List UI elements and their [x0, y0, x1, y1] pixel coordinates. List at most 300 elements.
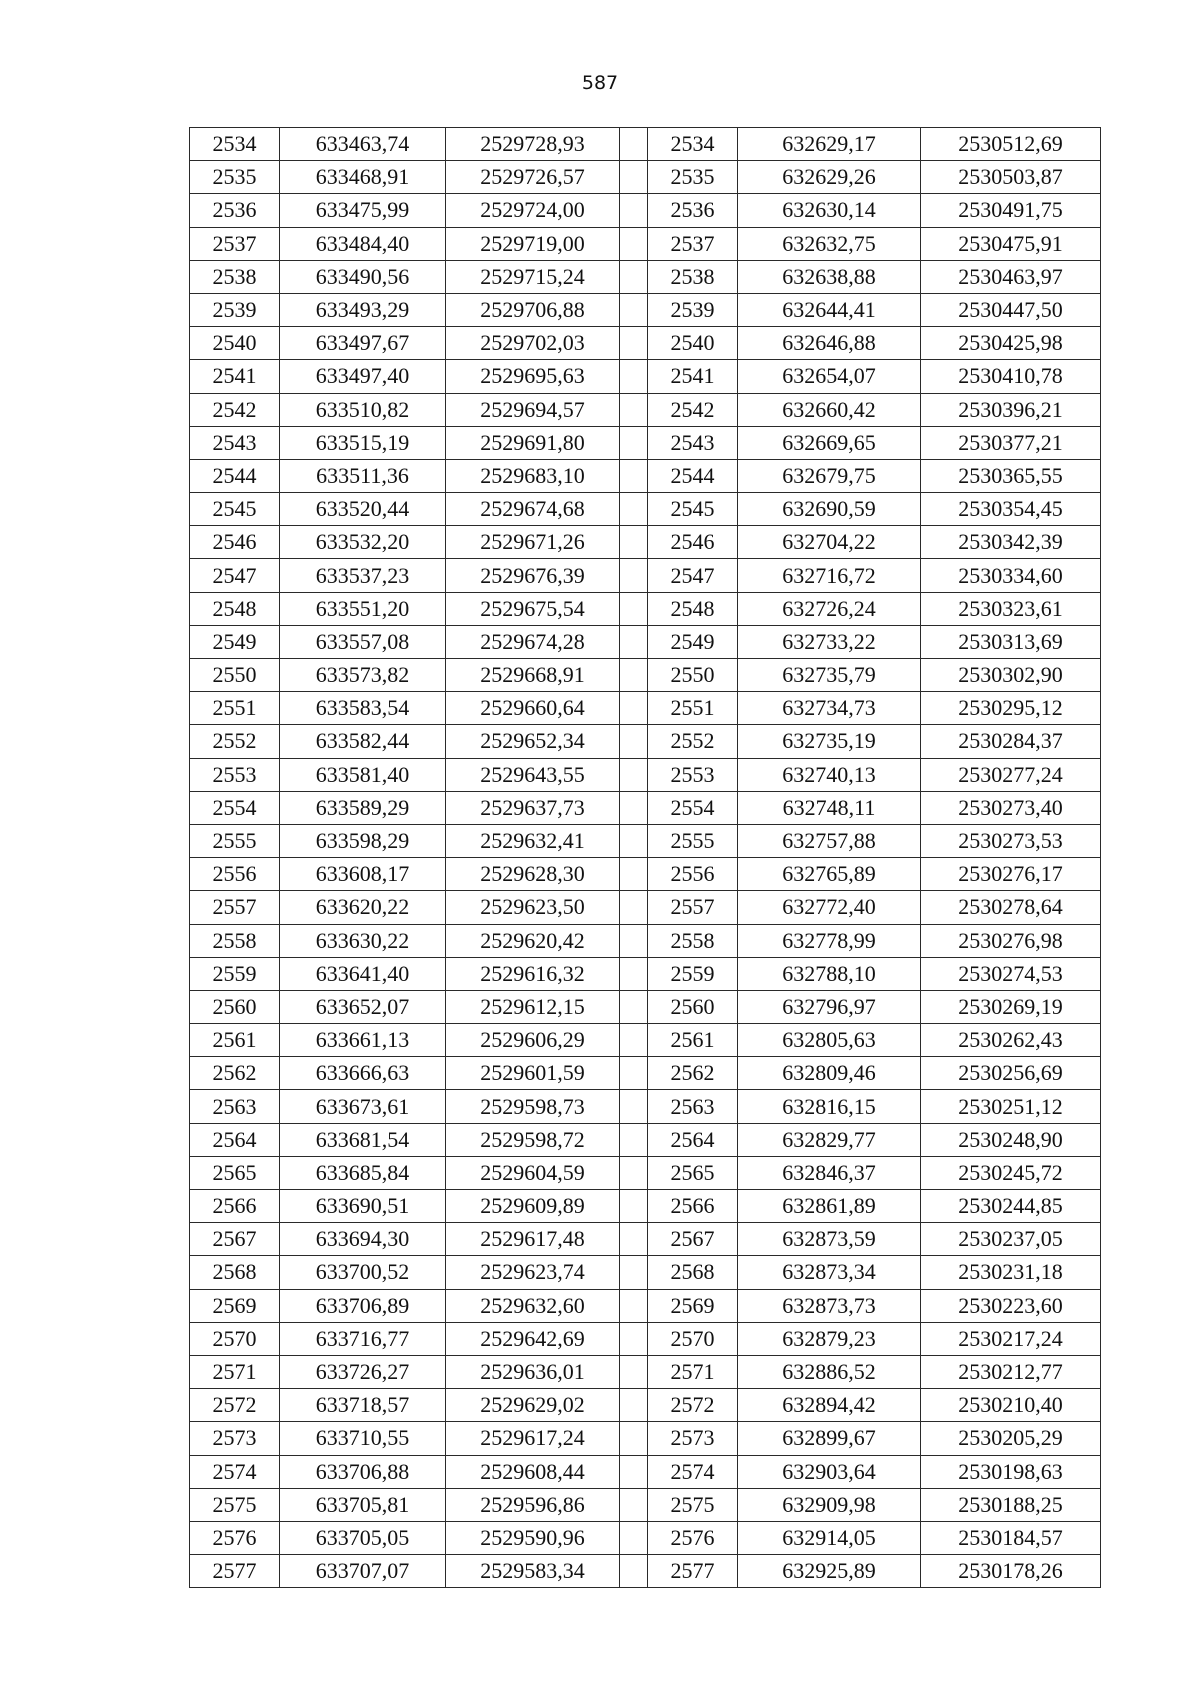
- y-coordinate-right-cell: 2530273,53: [921, 824, 1101, 857]
- y-coordinate-left-cell: 2529598,73: [446, 1090, 620, 1123]
- separator-cell: [620, 393, 648, 426]
- x-coordinate-right-cell: 632632,75: [738, 227, 921, 260]
- x-coordinate-left-cell: 633718,57: [280, 1389, 446, 1422]
- point-number-right-cell: 2543: [648, 426, 738, 459]
- y-coordinate-left-cell: 2529632,41: [446, 824, 620, 857]
- point-number-right-cell: 2563: [648, 1090, 738, 1123]
- y-coordinate-right-cell: 2530447,50: [921, 293, 1101, 326]
- x-coordinate-left-cell: 633706,88: [280, 1455, 446, 1488]
- y-coordinate-right-cell: 2530274,53: [921, 957, 1101, 990]
- x-coordinate-left-cell: 633710,55: [280, 1422, 446, 1455]
- x-coordinate-left-cell: 633700,52: [280, 1256, 446, 1289]
- x-coordinate-left-cell: 633582,44: [280, 725, 446, 758]
- table-row: [190, 1389, 1101, 1422]
- separator-cell: [620, 824, 648, 857]
- y-coordinate-right-cell: 2530223,60: [921, 1289, 1101, 1322]
- x-coordinate-right-cell: 632734,73: [738, 692, 921, 725]
- y-coordinate-left-cell: 2529583,34: [446, 1555, 620, 1588]
- table-row: [190, 924, 1101, 957]
- table-row: [190, 1156, 1101, 1189]
- point-number-right-cell: 2545: [648, 493, 738, 526]
- table-row: [190, 526, 1101, 559]
- point-number-left-cell: 2571: [190, 1355, 280, 1388]
- point-number-right-cell: 2548: [648, 592, 738, 625]
- separator-cell: [620, 360, 648, 393]
- separator-cell: [620, 1190, 648, 1223]
- y-coordinate-right-cell: 2530365,55: [921, 459, 1101, 492]
- y-coordinate-right-cell: 2530425,98: [921, 327, 1101, 360]
- y-coordinate-left-cell: 2529719,00: [446, 227, 620, 260]
- separator-cell: [620, 592, 648, 625]
- x-coordinate-left-cell: 633685,84: [280, 1156, 446, 1189]
- y-coordinate-right-cell: 2530396,21: [921, 393, 1101, 426]
- point-number-right-cell: 2550: [648, 659, 738, 692]
- table-row: [190, 791, 1101, 824]
- x-coordinate-left-cell: 633510,82: [280, 393, 446, 426]
- point-number-right-cell: 2541: [648, 360, 738, 393]
- point-number-right-cell: 2570: [648, 1322, 738, 1355]
- separator-cell: [620, 1090, 648, 1123]
- y-coordinate-left-cell: 2529629,02: [446, 1389, 620, 1422]
- point-number-left-cell: 2547: [190, 559, 280, 592]
- table-row: [190, 1256, 1101, 1289]
- point-number-left-cell: 2563: [190, 1090, 280, 1123]
- table-row: [190, 1123, 1101, 1156]
- table-row: [190, 1455, 1101, 1488]
- separator-cell: [620, 459, 648, 492]
- point-number-left-cell: 2561: [190, 1024, 280, 1057]
- point-number-right-cell: 2562: [648, 1057, 738, 1090]
- point-number-left-cell: 2572: [190, 1389, 280, 1422]
- point-number-left-cell: 2538: [190, 260, 280, 293]
- point-number-left-cell: 2559: [190, 957, 280, 990]
- x-coordinate-left-cell: 633515,19: [280, 426, 446, 459]
- x-coordinate-right-cell: 632629,17: [738, 128, 921, 161]
- page-number: 587: [581, 72, 619, 94]
- separator-cell: [620, 891, 648, 924]
- separator-cell: [620, 725, 648, 758]
- y-coordinate-left-cell: 2529617,48: [446, 1223, 620, 1256]
- y-coordinate-right-cell: 2530278,64: [921, 891, 1101, 924]
- point-number-right-cell: 2573: [648, 1422, 738, 1455]
- separator-cell: [620, 625, 648, 658]
- point-number-right-cell: 2564: [648, 1123, 738, 1156]
- y-coordinate-left-cell: 2529609,89: [446, 1190, 620, 1223]
- point-number-right-cell: 2569: [648, 1289, 738, 1322]
- x-coordinate-right-cell: 632735,79: [738, 659, 921, 692]
- point-number-right-cell: 2555: [648, 824, 738, 857]
- x-coordinate-right-cell: 632873,59: [738, 1223, 921, 1256]
- y-coordinate-left-cell: 2529702,03: [446, 327, 620, 360]
- y-coordinate-right-cell: 2530198,63: [921, 1455, 1101, 1488]
- y-coordinate-right-cell: 2530354,45: [921, 493, 1101, 526]
- point-number-right-cell: 2539: [648, 293, 738, 326]
- point-number-left-cell: 2550: [190, 659, 280, 692]
- separator-cell: [620, 1488, 648, 1521]
- point-number-left-cell: 2552: [190, 725, 280, 758]
- separator-cell: [620, 791, 648, 824]
- y-coordinate-left-cell: 2529604,59: [446, 1156, 620, 1189]
- point-number-left-cell: 2576: [190, 1521, 280, 1554]
- y-coordinate-right-cell: 2530276,98: [921, 924, 1101, 957]
- point-number-right-cell: 2571: [648, 1355, 738, 1388]
- point-number-right-cell: 2551: [648, 692, 738, 725]
- x-coordinate-left-cell: 633463,74: [280, 128, 446, 161]
- point-number-right-cell: 2546: [648, 526, 738, 559]
- y-coordinate-right-cell: 2530269,19: [921, 990, 1101, 1023]
- x-coordinate-right-cell: 632829,77: [738, 1123, 921, 1156]
- separator-cell: [620, 526, 648, 559]
- x-coordinate-left-cell: 633726,27: [280, 1355, 446, 1388]
- separator-cell: [620, 426, 648, 459]
- coordinates-table-body: [190, 128, 1101, 1588]
- point-number-right-cell: 2561: [648, 1024, 738, 1057]
- point-number-left-cell: 2548: [190, 592, 280, 625]
- x-coordinate-left-cell: 633598,29: [280, 824, 446, 857]
- x-coordinate-left-cell: 633557,08: [280, 625, 446, 658]
- x-coordinate-right-cell: 632772,40: [738, 891, 921, 924]
- x-coordinate-right-cell: 632805,63: [738, 1024, 921, 1057]
- point-number-left-cell: 2567: [190, 1223, 280, 1256]
- point-number-left-cell: 2575: [190, 1488, 280, 1521]
- x-coordinate-right-cell: 632733,22: [738, 625, 921, 658]
- point-number-left-cell: 2542: [190, 393, 280, 426]
- point-number-left-cell: 2555: [190, 824, 280, 857]
- y-coordinate-right-cell: 2530217,24: [921, 1322, 1101, 1355]
- x-coordinate-right-cell: 632861,89: [738, 1190, 921, 1223]
- y-coordinate-right-cell: 2530313,69: [921, 625, 1101, 658]
- point-number-right-cell: 2537: [648, 227, 738, 260]
- x-coordinate-left-cell: 633705,05: [280, 1521, 446, 1554]
- point-number-right-cell: 2572: [648, 1389, 738, 1422]
- y-coordinate-left-cell: 2529598,72: [446, 1123, 620, 1156]
- x-coordinate-left-cell: 633583,54: [280, 692, 446, 725]
- x-coordinate-left-cell: 633681,54: [280, 1123, 446, 1156]
- y-coordinate-left-cell: 2529612,15: [446, 990, 620, 1023]
- y-coordinate-right-cell: 2530491,75: [921, 194, 1101, 227]
- point-number-right-cell: 2553: [648, 758, 738, 791]
- point-number-left-cell: 2556: [190, 858, 280, 891]
- table-row: [190, 725, 1101, 758]
- x-coordinate-left-cell: 633468,91: [280, 161, 446, 194]
- table-row: [190, 824, 1101, 857]
- x-coordinate-right-cell: 632886,52: [738, 1355, 921, 1388]
- y-coordinate-right-cell: 2530295,12: [921, 692, 1101, 725]
- table-row: [190, 393, 1101, 426]
- point-number-right-cell: 2534: [648, 128, 738, 161]
- separator-cell: [620, 128, 648, 161]
- y-coordinate-left-cell: 2529623,74: [446, 1256, 620, 1289]
- y-coordinate-right-cell: 2530342,39: [921, 526, 1101, 559]
- x-coordinate-left-cell: 633706,89: [280, 1289, 446, 1322]
- y-coordinate-left-cell: 2529637,73: [446, 791, 620, 824]
- y-coordinate-right-cell: 2530475,91: [921, 227, 1101, 260]
- x-coordinate-right-cell: 632690,59: [738, 493, 921, 526]
- table-row: [190, 360, 1101, 393]
- table-row: [190, 1024, 1101, 1057]
- y-coordinate-right-cell: 2530262,43: [921, 1024, 1101, 1057]
- point-number-right-cell: 2560: [648, 990, 738, 1023]
- y-coordinate-left-cell: 2529616,32: [446, 957, 620, 990]
- x-coordinate-right-cell: 632735,19: [738, 725, 921, 758]
- point-number-right-cell: 2575: [648, 1488, 738, 1521]
- y-coordinate-left-cell: 2529608,44: [446, 1455, 620, 1488]
- point-number-left-cell: 2537: [190, 227, 280, 260]
- y-coordinate-right-cell: 2530237,05: [921, 1223, 1101, 1256]
- y-coordinate-right-cell: 2530231,18: [921, 1256, 1101, 1289]
- x-coordinate-left-cell: 633551,20: [280, 592, 446, 625]
- table-row: [190, 891, 1101, 924]
- y-coordinate-right-cell: 2530463,97: [921, 260, 1101, 293]
- y-coordinate-left-cell: 2529628,30: [446, 858, 620, 891]
- separator-cell: [620, 659, 648, 692]
- point-number-right-cell: 2557: [648, 891, 738, 924]
- table-row: [190, 227, 1101, 260]
- point-number-left-cell: 2577: [190, 1555, 280, 1588]
- y-coordinate-left-cell: 2529726,57: [446, 161, 620, 194]
- point-number-right-cell: 2549: [648, 625, 738, 658]
- point-number-right-cell: 2577: [648, 1555, 738, 1588]
- x-coordinate-left-cell: 633493,29: [280, 293, 446, 326]
- y-coordinate-left-cell: 2529632,60: [446, 1289, 620, 1322]
- y-coordinate-left-cell: 2529643,55: [446, 758, 620, 791]
- y-coordinate-right-cell: 2530284,37: [921, 725, 1101, 758]
- y-coordinate-left-cell: 2529671,26: [446, 526, 620, 559]
- table-row: [190, 1521, 1101, 1554]
- separator-cell: [620, 957, 648, 990]
- point-number-right-cell: 2552: [648, 725, 738, 758]
- point-number-left-cell: 2545: [190, 493, 280, 526]
- point-number-left-cell: 2540: [190, 327, 280, 360]
- point-number-right-cell: 2554: [648, 791, 738, 824]
- y-coordinate-right-cell: 2530277,24: [921, 758, 1101, 791]
- x-coordinate-left-cell: 633581,40: [280, 758, 446, 791]
- y-coordinate-right-cell: 2530256,69: [921, 1057, 1101, 1090]
- x-coordinate-right-cell: 632873,73: [738, 1289, 921, 1322]
- table-row: [190, 459, 1101, 492]
- y-coordinate-right-cell: 2530377,21: [921, 426, 1101, 459]
- table-row: [190, 990, 1101, 1023]
- x-coordinate-right-cell: 632879,23: [738, 1322, 921, 1355]
- point-number-right-cell: 2538: [648, 260, 738, 293]
- x-coordinate-left-cell: 633532,20: [280, 526, 446, 559]
- separator-cell: [620, 1156, 648, 1189]
- y-coordinate-right-cell: 2530188,25: [921, 1488, 1101, 1521]
- y-coordinate-left-cell: 2529674,28: [446, 625, 620, 658]
- separator-cell: [620, 493, 648, 526]
- x-coordinate-right-cell: 632873,34: [738, 1256, 921, 1289]
- y-coordinate-left-cell: 2529676,39: [446, 559, 620, 592]
- x-coordinate-left-cell: 633497,67: [280, 327, 446, 360]
- table-row: [190, 260, 1101, 293]
- y-coordinate-right-cell: 2530205,29: [921, 1422, 1101, 1455]
- table-row: [190, 659, 1101, 692]
- point-number-right-cell: 2568: [648, 1256, 738, 1289]
- y-coordinate-right-cell: 2530410,78: [921, 360, 1101, 393]
- point-number-left-cell: 2551: [190, 692, 280, 725]
- separator-cell: [620, 227, 648, 260]
- x-coordinate-right-cell: 632757,88: [738, 824, 921, 857]
- y-coordinate-left-cell: 2529596,86: [446, 1488, 620, 1521]
- y-coordinate-left-cell: 2529601,59: [446, 1057, 620, 1090]
- x-coordinate-left-cell: 633630,22: [280, 924, 446, 957]
- separator-cell: [620, 858, 648, 891]
- x-coordinate-right-cell: 632778,99: [738, 924, 921, 957]
- point-number-right-cell: 2574: [648, 1455, 738, 1488]
- y-coordinate-right-cell: 2530251,12: [921, 1090, 1101, 1123]
- point-number-left-cell: 2574: [190, 1455, 280, 1488]
- y-coordinate-right-cell: 2530512,69: [921, 128, 1101, 161]
- point-number-left-cell: 2560: [190, 990, 280, 1023]
- separator-cell: [620, 1123, 648, 1156]
- x-coordinate-left-cell: 633641,40: [280, 957, 446, 990]
- point-number-left-cell: 2570: [190, 1322, 280, 1355]
- point-number-left-cell: 2544: [190, 459, 280, 492]
- x-coordinate-right-cell: 632638,88: [738, 260, 921, 293]
- point-number-left-cell: 2535: [190, 161, 280, 194]
- table-row: [190, 426, 1101, 459]
- x-coordinate-left-cell: 633673,61: [280, 1090, 446, 1123]
- x-coordinate-left-cell: 633589,29: [280, 791, 446, 824]
- point-number-right-cell: 2566: [648, 1190, 738, 1223]
- table-row: [190, 692, 1101, 725]
- x-coordinate-right-cell: 632909,98: [738, 1488, 921, 1521]
- table-row: [190, 592, 1101, 625]
- x-coordinate-right-cell: 632846,37: [738, 1156, 921, 1189]
- y-coordinate-left-cell: 2529728,93: [446, 128, 620, 161]
- x-coordinate-right-cell: 632899,67: [738, 1422, 921, 1455]
- separator-cell: [620, 1355, 648, 1388]
- separator-cell: [620, 194, 648, 227]
- separator-cell: [620, 1289, 648, 1322]
- table-row: [190, 625, 1101, 658]
- separator-cell: [620, 692, 648, 725]
- separator-cell: [620, 924, 648, 957]
- x-coordinate-right-cell: 632654,07: [738, 360, 921, 393]
- table-row: [190, 1223, 1101, 1256]
- table-row: [190, 758, 1101, 791]
- table-row: [190, 128, 1101, 161]
- separator-cell: [620, 1455, 648, 1488]
- y-coordinate-left-cell: 2529695,63: [446, 360, 620, 393]
- x-coordinate-left-cell: 633497,40: [280, 360, 446, 393]
- x-coordinate-right-cell: 632816,15: [738, 1090, 921, 1123]
- x-coordinate-left-cell: 633716,77: [280, 1322, 446, 1355]
- point-number-left-cell: 2569: [190, 1289, 280, 1322]
- y-coordinate-right-cell: 2530184,57: [921, 1521, 1101, 1554]
- point-number-right-cell: 2559: [648, 957, 738, 990]
- x-coordinate-left-cell: 633608,17: [280, 858, 446, 891]
- point-number-left-cell: 2568: [190, 1256, 280, 1289]
- x-coordinate-left-cell: 633475,99: [280, 194, 446, 227]
- x-coordinate-right-cell: 632796,97: [738, 990, 921, 1023]
- separator-cell: [620, 559, 648, 592]
- x-coordinate-right-cell: 632788,10: [738, 957, 921, 990]
- point-number-left-cell: 2566: [190, 1190, 280, 1223]
- point-number-left-cell: 2534: [190, 128, 280, 161]
- point-number-left-cell: 2536: [190, 194, 280, 227]
- y-coordinate-left-cell: 2529642,69: [446, 1322, 620, 1355]
- table-row: [190, 1057, 1101, 1090]
- point-number-right-cell: 2542: [648, 393, 738, 426]
- point-number-left-cell: 2562: [190, 1057, 280, 1090]
- x-coordinate-left-cell: 633690,51: [280, 1190, 446, 1223]
- y-coordinate-right-cell: 2530210,40: [921, 1389, 1101, 1422]
- x-coordinate-left-cell: 633484,40: [280, 227, 446, 260]
- y-coordinate-left-cell: 2529674,68: [446, 493, 620, 526]
- table-row: [190, 1422, 1101, 1455]
- point-number-right-cell: 2556: [648, 858, 738, 891]
- x-coordinate-left-cell: 633537,23: [280, 559, 446, 592]
- table-row: [190, 858, 1101, 891]
- y-coordinate-right-cell: 2530273,40: [921, 791, 1101, 824]
- y-coordinate-right-cell: 2530248,90: [921, 1123, 1101, 1156]
- point-number-right-cell: 2567: [648, 1223, 738, 1256]
- x-coordinate-left-cell: 633490,56: [280, 260, 446, 293]
- y-coordinate-right-cell: 2530178,26: [921, 1555, 1101, 1588]
- table-row: [190, 1555, 1101, 1588]
- point-number-left-cell: 2549: [190, 625, 280, 658]
- table-row: [190, 1190, 1101, 1223]
- x-coordinate-right-cell: 632704,22: [738, 526, 921, 559]
- y-coordinate-left-cell: 2529668,91: [446, 659, 620, 692]
- y-coordinate-left-cell: 2529617,24: [446, 1422, 620, 1455]
- x-coordinate-left-cell: 633620,22: [280, 891, 446, 924]
- separator-cell: [620, 293, 648, 326]
- separator-cell: [620, 1555, 648, 1588]
- table-row: [190, 957, 1101, 990]
- point-number-right-cell: 2547: [648, 559, 738, 592]
- separator-cell: [620, 1024, 648, 1057]
- point-number-left-cell: 2557: [190, 891, 280, 924]
- point-number-left-cell: 2541: [190, 360, 280, 393]
- x-coordinate-right-cell: 632740,13: [738, 758, 921, 791]
- y-coordinate-left-cell: 2529652,34: [446, 725, 620, 758]
- x-coordinate-right-cell: 632809,46: [738, 1057, 921, 1090]
- coordinates-table: [189, 127, 1101, 1588]
- point-number-left-cell: 2543: [190, 426, 280, 459]
- point-number-right-cell: 2536: [648, 194, 738, 227]
- point-number-left-cell: 2546: [190, 526, 280, 559]
- table-row: [190, 1090, 1101, 1123]
- x-coordinate-right-cell: 632669,65: [738, 426, 921, 459]
- y-coordinate-left-cell: 2529623,50: [446, 891, 620, 924]
- table-row: [190, 1488, 1101, 1521]
- separator-cell: [620, 327, 648, 360]
- point-number-left-cell: 2554: [190, 791, 280, 824]
- point-number-right-cell: 2544: [648, 459, 738, 492]
- x-coordinate-right-cell: 632660,42: [738, 393, 921, 426]
- table-row: [190, 293, 1101, 326]
- table-row: [190, 1355, 1101, 1388]
- y-coordinate-right-cell: 2530276,17: [921, 858, 1101, 891]
- separator-cell: [620, 1322, 648, 1355]
- y-coordinate-right-cell: 2530245,72: [921, 1156, 1101, 1189]
- y-coordinate-left-cell: 2529691,80: [446, 426, 620, 459]
- table-row: [190, 559, 1101, 592]
- y-coordinate-left-cell: 2529606,29: [446, 1024, 620, 1057]
- x-coordinate-left-cell: 633520,44: [280, 493, 446, 526]
- table-row: [190, 327, 1101, 360]
- point-number-left-cell: 2539: [190, 293, 280, 326]
- x-coordinate-right-cell: 632644,41: [738, 293, 921, 326]
- x-coordinate-right-cell: 632903,64: [738, 1455, 921, 1488]
- separator-cell: [620, 1223, 648, 1256]
- table-row: [190, 161, 1101, 194]
- table-row: [190, 1289, 1101, 1322]
- x-coordinate-right-cell: 632925,89: [738, 1555, 921, 1588]
- x-coordinate-left-cell: 633511,36: [280, 459, 446, 492]
